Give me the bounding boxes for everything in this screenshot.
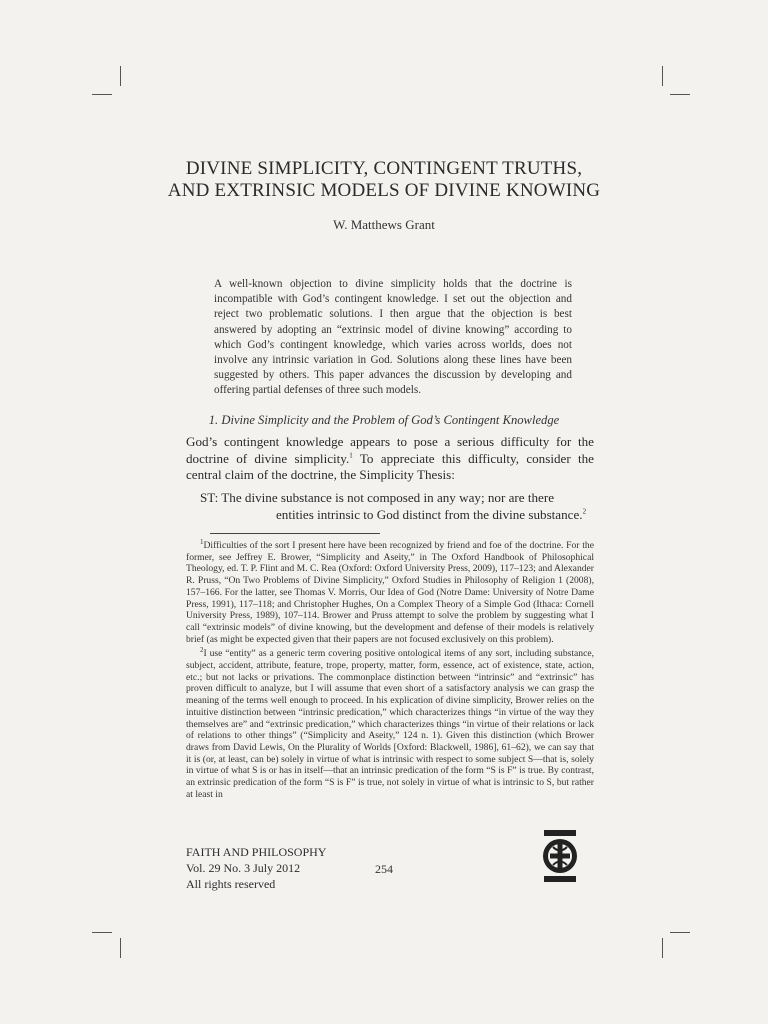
article-title-line-2: AND EXTRINSIC MODELS OF DIVINE KNOWING [167, 180, 601, 201]
footnote-ref-2: 2 [582, 507, 587, 516]
footnote-1 [186, 537, 594, 645]
body-paragraph-end: To appreciate this difficulty, consider the central claim of the doctrine, the Simplicity Thesis: [186, 450, 594, 483]
journal-volume: Vol. 29 No. 3 July 2012 [186, 860, 301, 875]
crop-mark-top-right [662, 66, 663, 86]
footnote-2 [186, 648, 594, 800]
crop-mark-top-right-h [670, 94, 690, 95]
crop-mark-top-left-h [92, 94, 112, 95]
footnote-1-marker: 1 [200, 537, 204, 546]
simplicity-thesis [200, 489, 595, 523]
crop-mark-top-left [120, 66, 121, 86]
crop-mark-bottom-right [662, 938, 663, 958]
journal-name: FAITH AND PHILOSOPHY [186, 845, 327, 859]
footnotes [186, 537, 594, 803]
body-paragraph-start: God’s contingent knowledge appears to pose a serious difficulty for the doctrine of divine simplicity. [186, 434, 594, 466]
article-title-line-1: DIVINE SIMPLICITY, CONTINGENT TRUTHS, [185, 158, 583, 179]
crop-mark-bottom-left [120, 938, 121, 958]
publisher-logo-icon [536, 828, 584, 884]
section-heading: 1. Divine Simplicity and the Problem of God’s Contingent Knowledge [208, 413, 560, 427]
page-number: 254 [375, 862, 393, 876]
author-name: W. Matthews Grant [333, 217, 435, 232]
crop-mark-bottom-left-h [92, 932, 112, 933]
footnote-1-text: Difficulties of the sort I present here have been recognized by friend and foe of the doctrine. For the former, see Jeffrey E. Brower, “Simplicity and Aseity,” in The Oxford Handbook of Philosophical Theology, ed. T. P. Flint and M. C. Rea (Oxford: Oxford University Press, 2009), 117–123; and Alexander R. Pruss, “On Two Problems of Divine Simplicity,” Oxford Studies in Philosophy of Religion 1 (2008), 157–166. For the latter, see Thomas V. Morris, Our Idea of God (Notre Dame: University of Notre Dame Press, 1991), 117–118; and Christopher Hughes, On a Complex Theory of a Simple God (Ithaca: Cornell University Press, 1989), 107–114. Brower and Pruss attempt to solve the problem by suggesting what I call “extrinsic models” of divine knowing, but the development and defense of their models is relatively brief (as might be expected given that their papers are not focused exclusively on this problem). [186, 540, 594, 645]
footnote-divider [210, 533, 380, 534]
crop-mark-bottom-right-h [670, 932, 690, 933]
footnote-ref-1: 1 [349, 451, 353, 460]
simplicity-thesis-line-1: ST: The divine substance is not composed in any way; nor are there [200, 490, 555, 505]
body-paragraph [186, 434, 594, 484]
abstract: A well-known objection to divine simplicity holds that the doctrine is incompatible with God’s contingent knowledge. I set out the objection and reject two problematic solutions. I then argue that the objection is best answered by adopting an “extrinsic model of divine knowing” according to which God’s contingent knowledge, which varies across worlds, does not involve any intrinsic variation in God. Solutions along these lines have been suggested by others. This paper advances the discussion by developing and offering partial defenses of three such models. [214, 278, 572, 397]
footnote-2-marker: 2 [200, 646, 204, 655]
simplicity-thesis-line-2: entities intrinsic to God distinct from the divine substance. [276, 507, 583, 522]
footnote-2-text: I use “entity” as a generic term covering positive ontological items of any sort, including substance, subject, accident, attribute, feature, trope, property, matter, form, essence, act of existence, state, action, etc.; but not lacks or privations. The commonplace distinction between “intrinsic” and “extrinsic” has proven difficult to analyze, but I will assume that even short of a satisfactory analysis we can grasp the meaning of the terms well enough to proceed. In his explication of divine simplicity, Brower relies on the intuitive distinction between “intrinsic predication,” which characterizes things “in virtue of the way they themselves are” and “extrinsic predication,” which characterizes things “in virtue of their relations or lack of relations to other things” (“Simplicity and Aseity,” 124 n. 1). Given this distinction (which Brower draws from David Lewis, On the Plurality of Worlds [Oxford: Blackwell, 1986], 61–62), we can say that it is (or, at least, can be) solely in virtue of what is intrinsic with respect to some subject S—that is, solely in virtue of what S is or has in itself—that an intrinsic predication of the form “S is F” is true. By contrast, an extrinsic predication of the form “S is F” is true, not solely in virtue of what is intrinsic to S, but rather at least in [186, 648, 594, 800]
journal-rights: All rights reserved [186, 876, 276, 891]
article-title [0, 158, 768, 202]
